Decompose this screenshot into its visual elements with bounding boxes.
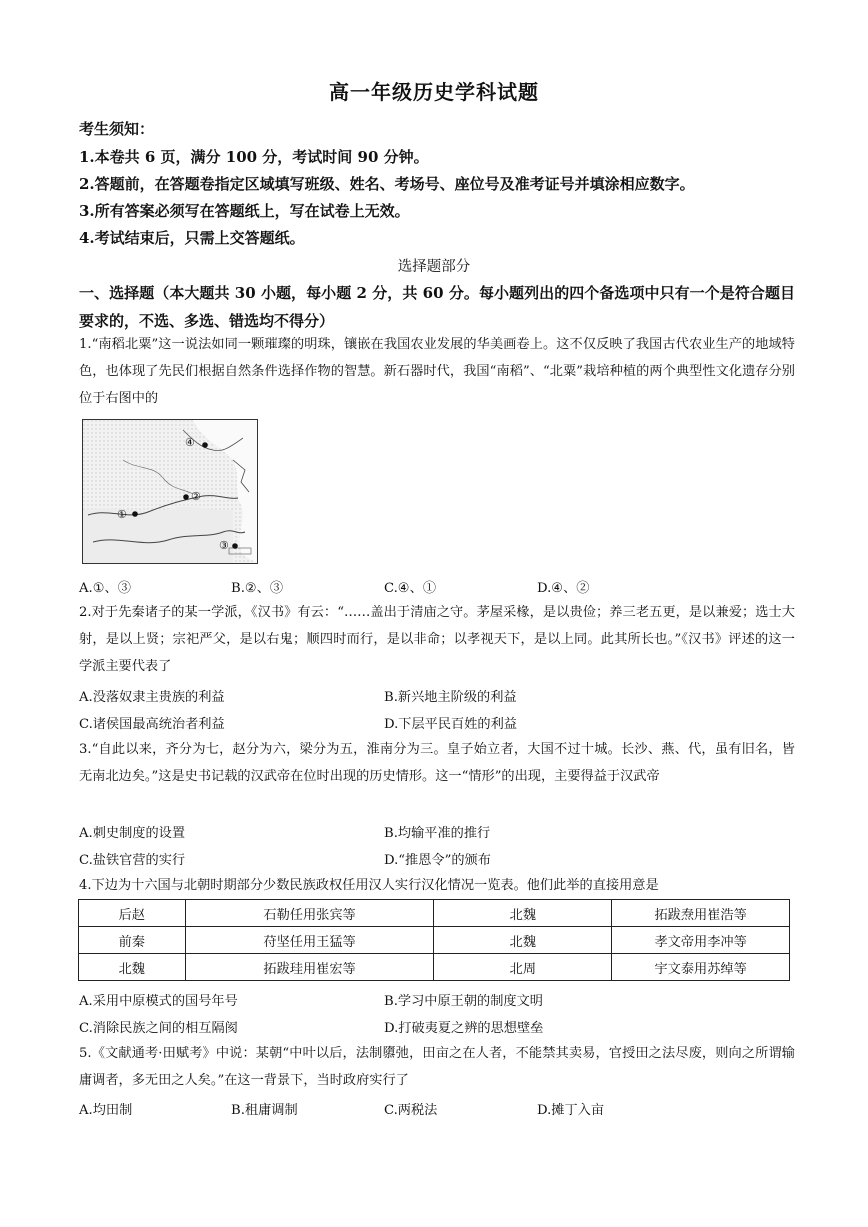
q3-option-c[interactable]: C.盐铁官营的实行 (79, 853, 186, 868)
q3-option-d[interactable]: D.“推恩令”的颁布 (384, 853, 491, 868)
q1-option-b[interactable]: B.②、③ (231, 581, 284, 596)
q4-table (78, 899, 790, 981)
notice-item: 1.本卷共 6 页，满分 100 分，考试时间 90 分钟。 (79, 148, 429, 166)
q4-option-a[interactable]: A.采用中原模式的国号年号 (79, 994, 238, 1009)
notice-item: 4.考试结束后，只需上交答题纸。 (79, 229, 305, 247)
table-cell: 北魏 (434, 927, 612, 954)
table-cell: 孝文帝用李冲等 (612, 927, 790, 954)
question-1-stem: 1.“南稻北粟”这一说法如同一颗璀璨的明珠，镶嵌在我国农业发展的华美画卷上。这不仅反映了我国古代农业生产的地域特色，也体现了先民们根据自然条件选择作物的智慧。新石器时代，我国“南稻”、“北粟”栽培种植的两个典型性文化遗存分别位于右图中的 (79, 337, 795, 406)
map-drawing (83, 420, 257, 563)
table-cell: 北魏 (434, 900, 612, 927)
q3-option-b[interactable]: B.均输平准的推行 (384, 826, 491, 841)
part-one-instructions: 一、选择题（本大题共 30 小题，每小题 2 分，共 60 分。每小题列出的四个备选项中只有一个是符合题目要求的，不选、多选、错选均不得分） (79, 284, 795, 330)
table-cell: 前秦 (79, 927, 186, 954)
table-cell: 石勒任用张宾等 (185, 900, 434, 927)
question-4-stem: 4.下边为十六国与北朝时期部分少数民族政权任用汉人实行汉化情况一览表。他们此举的直接用意是 (79, 878, 659, 893)
notice-heading: 考生须知： (79, 120, 155, 138)
q4-option-b[interactable]: B.学习中原王朝的制度文明 (384, 994, 543, 1009)
q1-option-d[interactable]: D.④、② (537, 581, 590, 596)
q2-option-a[interactable]: A.没落奴隶主贵族的利益 (79, 690, 225, 705)
table-row (79, 954, 790, 981)
q1-option-a[interactable]: A.①、③ (79, 581, 131, 596)
table-cell: 北周 (434, 954, 612, 981)
notice-item: 2.答题前，在答题卷指定区域填写班级、姓名、考场号、座位号及准考证号并填涂相应数字。 (79, 175, 695, 193)
q4-option-c[interactable]: C.消除民族之间的相互隔阂 (79, 1021, 238, 1036)
notice-item: 3.所有答案必须写在答题纸上，写在试卷上无效。 (79, 202, 410, 220)
china-map-figure (82, 419, 258, 564)
q2-option-d[interactable]: D.下层平民百姓的利益 (384, 717, 517, 732)
question-3-stem: 3.“自此以来，齐分为七，赵分为六，梁分为五，淮南分为三。皇子始立者，大国不过十城。长沙、燕、代，虽有旧名，皆无南北边矣。”这是史书记载的汉武帝在位时出现的历史情形。这一“情形”的出现，主要得益于汉武帝 (79, 742, 795, 784)
table-cell: 后赵 (79, 900, 186, 927)
table-cell: 拓跋珪用崔宏等 (185, 954, 434, 981)
question-5-stem: 5.《文献通考·田赋考》中说：某朝“中叶以后，法制隳弛，田亩之在人者，不能禁其卖易，官授田之法尽废，则向之所谓输庸调者，多无田之人矣。”在这一背景下，当时政府实行了 (79, 1046, 795, 1088)
table-cell: 北魏 (79, 954, 186, 981)
q2-option-b[interactable]: B.新兴地主阶级的利益 (384, 690, 517, 705)
q2-option-c[interactable]: C.诸侯国最高统治者利益 (79, 717, 225, 732)
q1-option-c[interactable]: C.④、① (384, 581, 437, 596)
map-label-1: ① (117, 508, 127, 521)
section-title: 选择题部分 (397, 259, 471, 275)
q4-option-d[interactable]: D.打破夷夏之辨的思想壁垒 (384, 1021, 544, 1036)
q5-option-b[interactable]: B.租庸调制 (231, 1103, 298, 1118)
q5-option-d[interactable]: D.摊丁入亩 (537, 1103, 605, 1118)
q5-option-a[interactable]: A.均田制 (79, 1103, 133, 1118)
table-row (79, 900, 790, 927)
q3-option-a[interactable]: A.刺史制度的设置 (79, 826, 186, 841)
table-cell: 拓跋焘用崔浩等 (612, 900, 790, 927)
table-row (79, 927, 790, 954)
page-title: 高一年级历史学科试题 (329, 80, 539, 104)
question-2-stem: 2.对于先秦诸子的某一学派，《汉书》有云：“……盖出于清庙之守。茅屋采椽，是以贵俭；养三老五更，是以兼爱；选士大射，是以上贤；宗祀严父，是以右鬼；顺四时而行，是以非命；以孝视天下，是以上同。此其所长也。”《汉书》评述的这一学派主要代表了 (79, 605, 795, 674)
q5-option-c[interactable]: C.两税法 (384, 1103, 438, 1118)
map-label-4: ④ (185, 436, 195, 449)
map-label-2: ② (191, 490, 201, 503)
map-label-3: ③ (219, 539, 229, 552)
table-cell: 苻坚任用王猛等 (185, 927, 434, 954)
table-cell: 宇文泰用苏绰等 (612, 954, 790, 981)
